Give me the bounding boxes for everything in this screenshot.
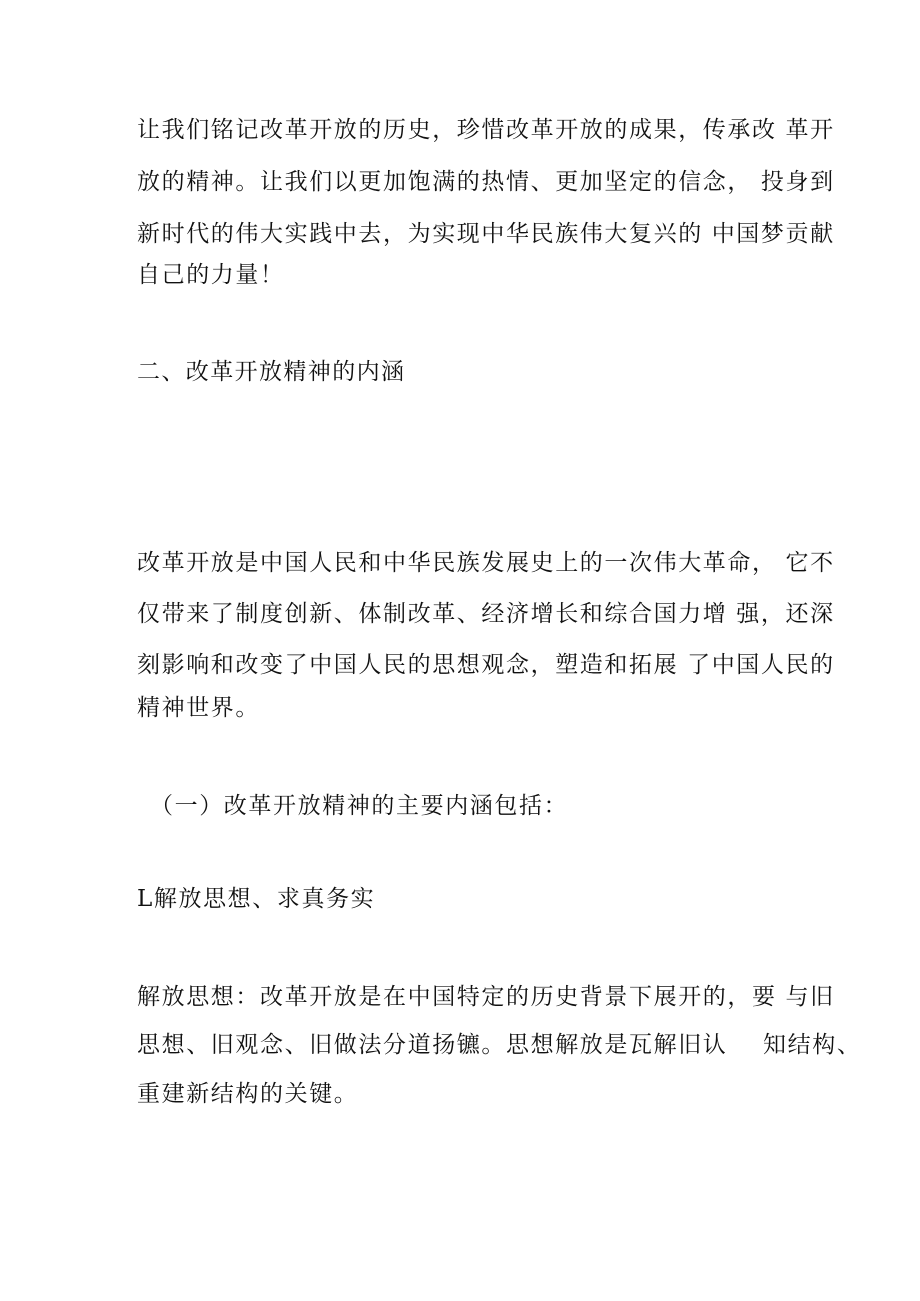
paragraph2-line3: 刻影响和改变了中国人民的思想观念，塑造和拓展 了中国人民的 [137, 652, 835, 678]
paragraph1-line2: 放的精神。让我们以更加饱满的热情、更加坚定的信念， 投身到 [137, 169, 835, 195]
paragraph2-line2: 仅带来了制度创新、体制改革、经济增长和综合国力增 强，还深 [137, 601, 835, 627]
subheading-1: （一）改革开放精神的主要内涵包括： [150, 793, 569, 819]
paragraph2-line1: 改革开放是中国人民和中华民族发展史上的一次伟大革命， 它不 [137, 550, 835, 576]
item1-title: L解放思想、求真务实 [137, 886, 376, 912]
section-heading-2: 二、改革开放精神的内涵 [137, 359, 406, 385]
paragraph1-line4: 自己的力量！ [137, 262, 285, 288]
paragraph1-line3: 新时代的伟大实践中去，为实现中华民族伟大复兴的 中国梦贡献 [137, 221, 835, 247]
paragraph1-line1: 让我们铭记改革开放的历史，珍惜改革开放的成果，传承改 革开 [137, 117, 835, 143]
paragraph3-line3: 重建新结构的关键。 [137, 1081, 359, 1107]
paragraph2-line4: 精神世界。 [137, 695, 260, 721]
paragraph3-line2: 思想、旧观念、旧做法分道扬镳。思想解放是瓦解旧认 知结构、 [137, 1032, 862, 1058]
paragraph3-line1: 解放思想：改革开放是在中国特定的历史背景下展开的，要 与旧 [137, 984, 835, 1010]
